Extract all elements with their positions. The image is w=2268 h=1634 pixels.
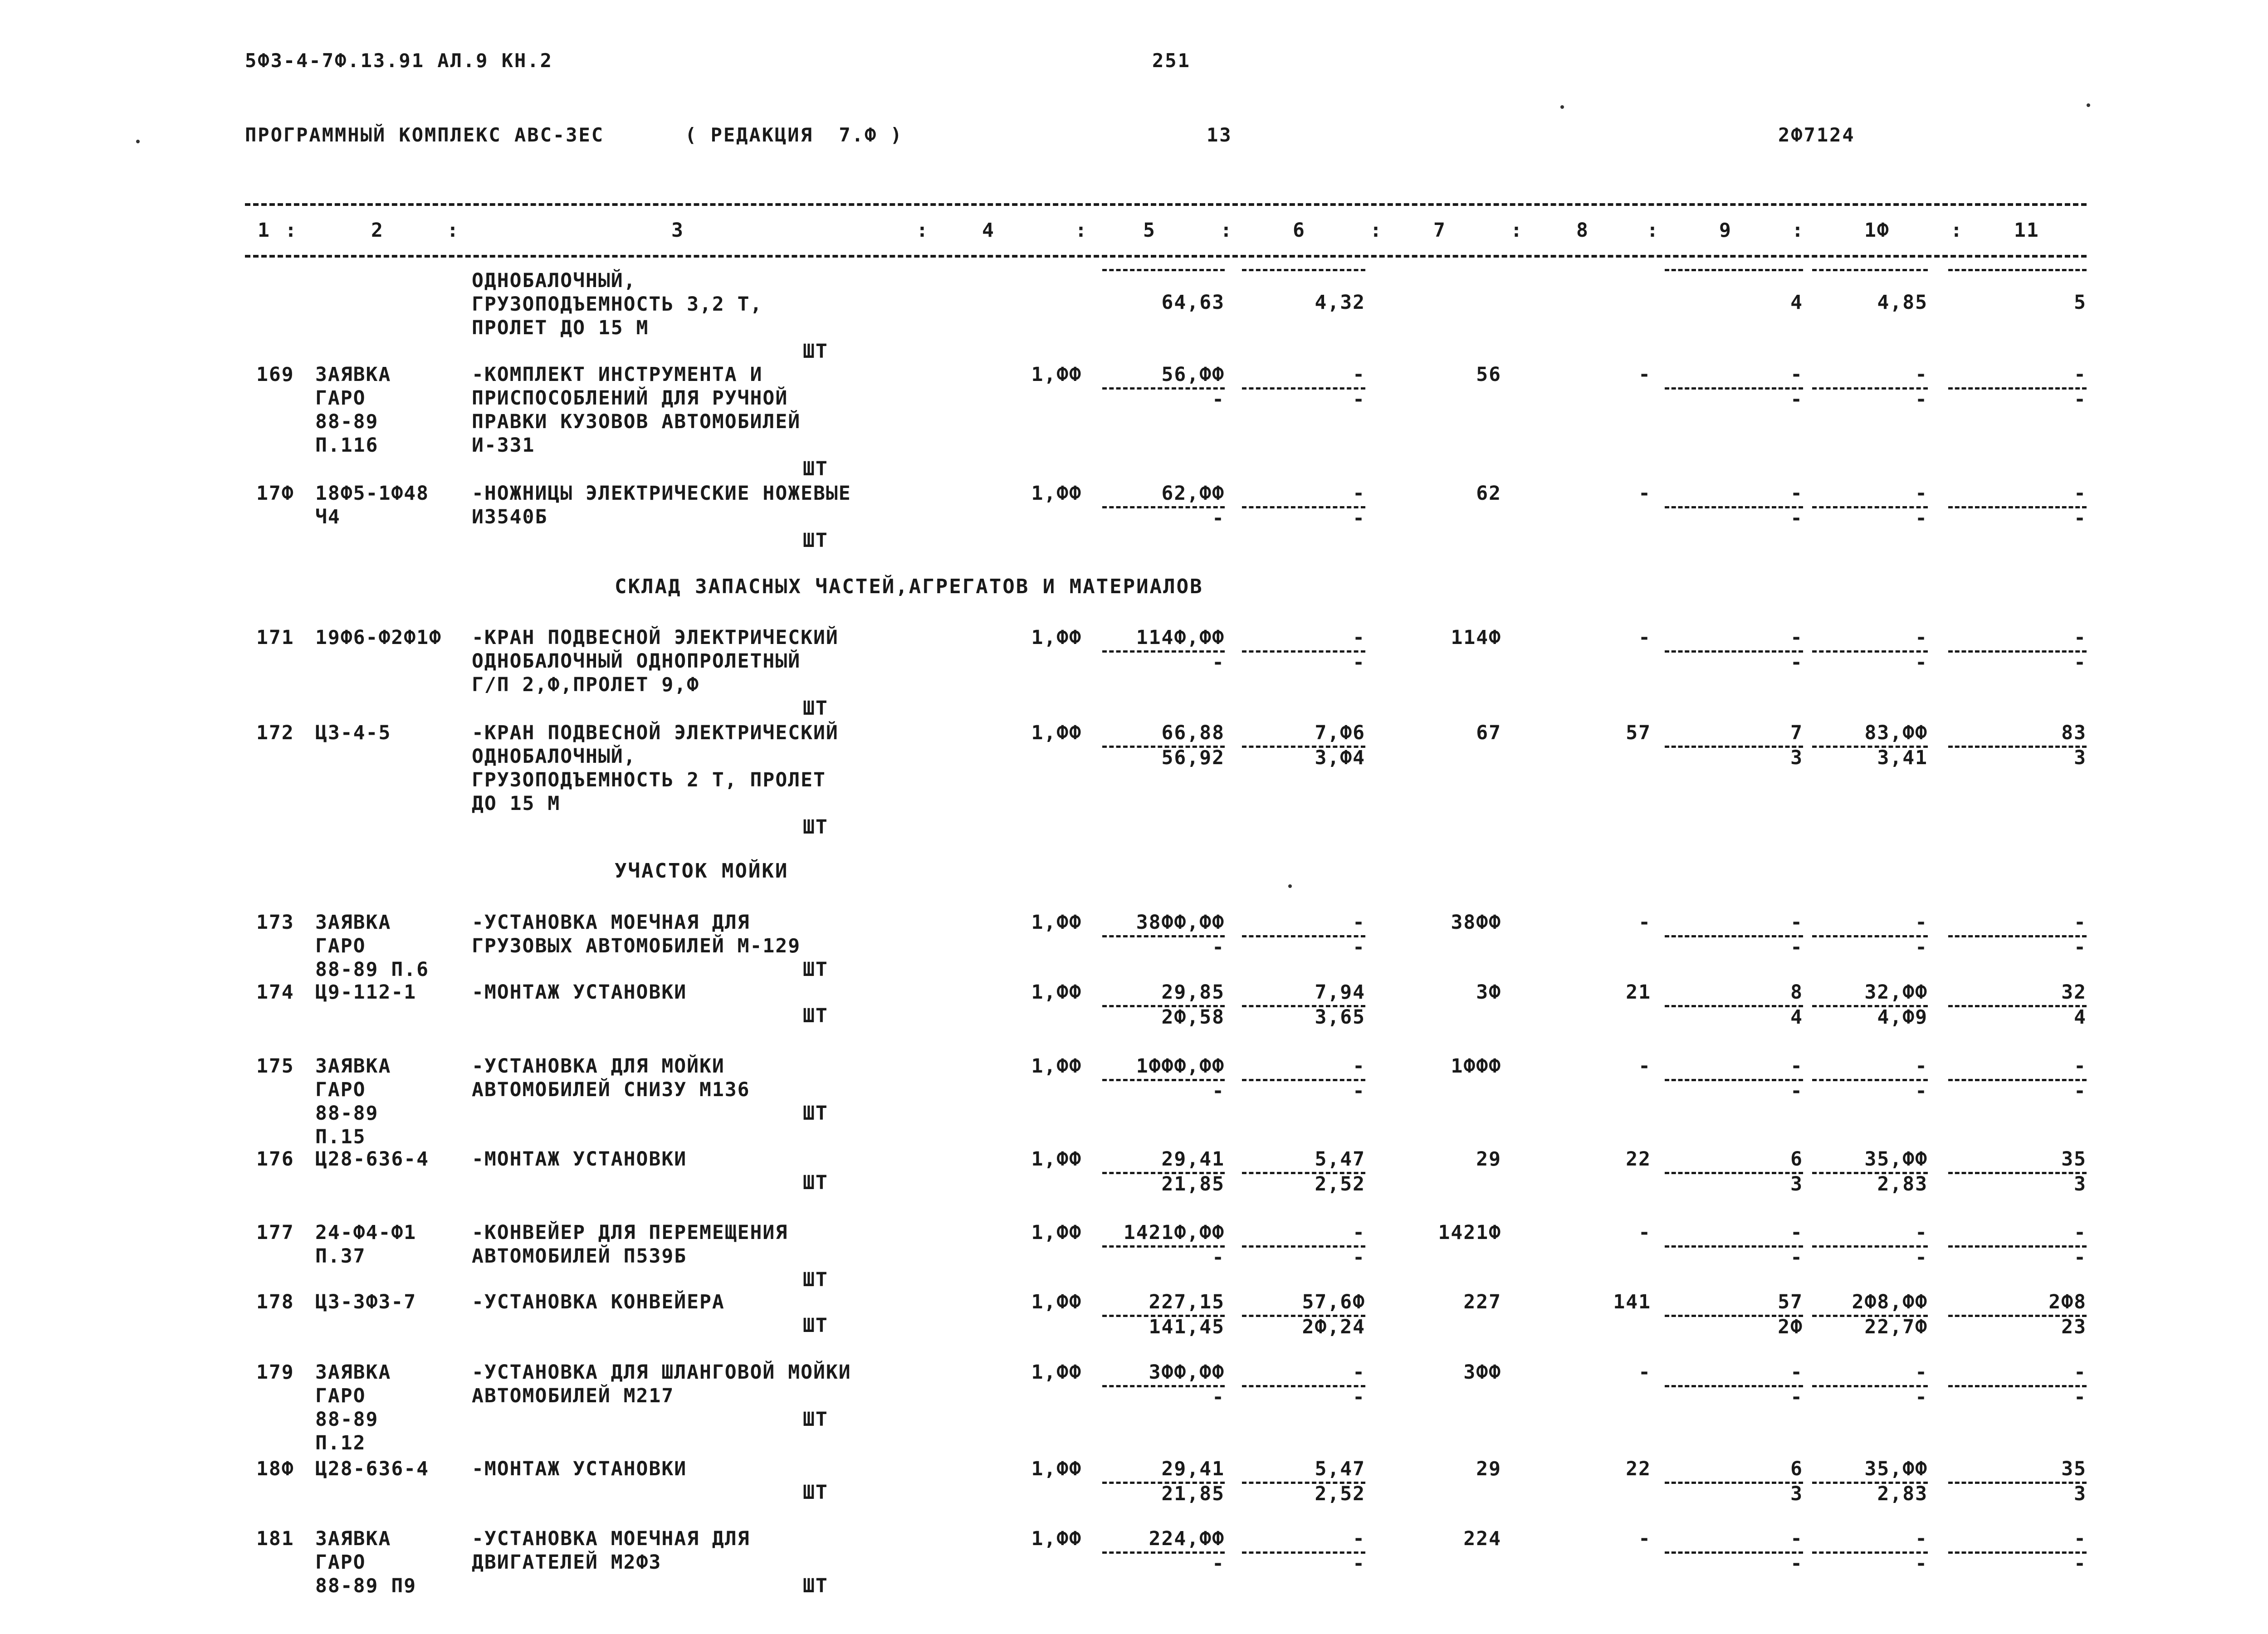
cost-col9-top: - bbox=[1790, 1055, 1803, 1078]
column-separator: : bbox=[285, 219, 298, 242]
cost-col11-bottom: 5 bbox=[2074, 291, 2087, 314]
row-quantity: 1,ФФ bbox=[1031, 911, 1082, 934]
row-reference: ЗАЯВКА bbox=[315, 1361, 391, 1384]
row-reference: 24-Ф4-Ф1 bbox=[315, 1221, 417, 1244]
cost-col6-top: - bbox=[1353, 363, 1365, 386]
cost-col11-bottom: - bbox=[2074, 1246, 2087, 1269]
row-description: ПРОЛЕТ ДО 15 М bbox=[472, 317, 649, 339]
cost-col9-top: - bbox=[1790, 1361, 1803, 1384]
cost-col9-bottom: 3 bbox=[1790, 1482, 1803, 1505]
row-number: 178 bbox=[256, 1291, 294, 1313]
column-number: 5 bbox=[1143, 219, 1156, 242]
row-number: 171 bbox=[256, 626, 294, 649]
row-reference: Ц3-4-5 bbox=[315, 722, 391, 744]
row-description: -КРАН ПОДВЕСНОЙ ЭЛЕКТРИЧЕСКИЙ bbox=[472, 722, 839, 744]
row-unit: ШТ bbox=[803, 1005, 828, 1027]
cost-col10-top: - bbox=[1915, 1527, 1928, 1550]
cost-col9-top: - bbox=[1790, 1527, 1803, 1550]
row-description: И3540Б bbox=[472, 506, 548, 528]
cost-col11-top: - bbox=[2074, 911, 2087, 934]
cost-col8: - bbox=[1638, 911, 1651, 934]
cost-col10-bottom: 2,83 bbox=[1877, 1172, 1928, 1195]
row-description: ОДНОБАЛОЧНЫЙ, bbox=[472, 745, 636, 768]
cost-col6-top: 5,47 bbox=[1315, 1148, 1365, 1171]
row-description: -МОНТАЖ УСТАНОВКИ bbox=[472, 981, 687, 1004]
cost-col9-top: 7 bbox=[1790, 722, 1803, 744]
cost-col10-bottom: - bbox=[1915, 1552, 1928, 1575]
row-reference: Ц28-636-4 bbox=[315, 1148, 429, 1171]
row-description: -УСТАНОВКА МОЕЧНАЯ ДЛЯ bbox=[472, 1527, 750, 1550]
cost-col10-bottom: 2,83 bbox=[1877, 1482, 1928, 1505]
cost-col9-top: - bbox=[1790, 363, 1803, 386]
row-reference: 88-89 П9 bbox=[315, 1575, 417, 1597]
row-unit: ШТ bbox=[803, 1268, 828, 1291]
cost-col6-bottom: - bbox=[1353, 1079, 1365, 1102]
row-reference: ГАРО bbox=[315, 1385, 366, 1407]
row-description: ПРИСПОСОБЛЕНИЙ ДЛЯ РУЧНОЙ bbox=[472, 387, 788, 410]
cost-col11-bottom: 3 bbox=[2074, 1482, 2087, 1505]
column-separator: : bbox=[447, 219, 459, 242]
cost-col9-bottom: - bbox=[1790, 1385, 1803, 1409]
column-separator: : bbox=[1075, 219, 1088, 242]
cost-col5-bottom: - bbox=[1212, 1552, 1225, 1575]
cost-col5-bottom: - bbox=[1212, 1385, 1225, 1409]
cost-col9-bottom: 4 bbox=[1790, 291, 1803, 314]
cost-col5-top: 29,41 bbox=[1161, 1458, 1225, 1480]
cost-col7: 114Ф bbox=[1451, 626, 1501, 649]
cost-col9-top: 6 bbox=[1790, 1458, 1803, 1480]
row-number: 18Ф bbox=[256, 1458, 294, 1480]
cost-col10-top: 35,ФФ bbox=[1864, 1458, 1928, 1480]
cost-col9-top: 8 bbox=[1790, 981, 1803, 1004]
row-unit: ШТ bbox=[803, 529, 828, 552]
cost-col7: 67 bbox=[1476, 722, 1501, 744]
cost-col11-top: 35 bbox=[2061, 1148, 2087, 1171]
column-number: 11 bbox=[2014, 219, 2039, 242]
column-number: 1 bbox=[258, 219, 270, 242]
cost-col5-bottom: 64,63 bbox=[1161, 291, 1225, 314]
cost-col6-top: - bbox=[1353, 911, 1365, 934]
program-edition: ( РЕДАКЦИЯ 7.Ф ) bbox=[685, 124, 903, 146]
cost-col9-top: - bbox=[1790, 626, 1803, 649]
row-reference: 88-89 bbox=[315, 1408, 379, 1431]
cost-col9-top: - bbox=[1790, 911, 1803, 934]
cost-col8: - bbox=[1638, 363, 1651, 386]
cost-col5-top: 227,15 bbox=[1149, 1291, 1225, 1313]
cost-col5-top: 66,88 bbox=[1161, 722, 1225, 744]
row-number: 177 bbox=[256, 1221, 294, 1244]
cost-col8: - bbox=[1638, 482, 1651, 505]
row-description: -КРАН ПОДВЕСНОЙ ЭЛЕКТРИЧЕСКИЙ bbox=[472, 626, 839, 649]
cost-col10-top: 32,ФФ bbox=[1864, 981, 1928, 1004]
row-unit: ШТ bbox=[803, 1171, 828, 1194]
cost-col5-bottom: - bbox=[1212, 1079, 1225, 1102]
row-description: -КОМПЛЕКТ ИНСТРУМЕНТА И bbox=[472, 363, 763, 386]
cost-col8: 57 bbox=[1626, 722, 1651, 744]
cost-col8: - bbox=[1638, 1221, 1651, 1244]
cost-col10-top: - bbox=[1915, 482, 1928, 505]
row-description: Г/П 2,Ф,ПРОЛЕТ 9,Ф bbox=[472, 673, 699, 696]
row-quantity: 1,ФФ bbox=[1031, 1361, 1082, 1384]
row-reference: П.15 bbox=[315, 1126, 366, 1148]
cost-col10-bottom: - bbox=[1915, 936, 1928, 959]
cost-col6-top: - bbox=[1353, 1221, 1365, 1244]
row-unit: ШТ bbox=[803, 958, 828, 981]
cost-col9-bottom: 3 bbox=[1790, 1172, 1803, 1195]
row-reference: 19Ф6-Ф2Ф1Ф bbox=[315, 626, 442, 649]
cost-col10-top: 35,ФФ bbox=[1864, 1148, 1928, 1171]
cost-col8: - bbox=[1638, 626, 1651, 649]
cost-col5-top: 62,ФФ bbox=[1161, 482, 1225, 505]
cost-col11-top: - bbox=[2074, 363, 2087, 386]
cost-col6-top: 5,47 bbox=[1315, 1458, 1365, 1480]
row-reference: Ц3-3Ф3-7 bbox=[315, 1291, 417, 1313]
cost-col11-bottom: 4 bbox=[2074, 1005, 2087, 1029]
row-reference: Ч4 bbox=[315, 506, 341, 528]
cost-col6-top: - bbox=[1353, 626, 1365, 649]
column-number: 1Ф bbox=[1864, 219, 1890, 242]
cost-col11-top: - bbox=[2074, 1221, 2087, 1244]
cost-col8: 141 bbox=[1613, 1291, 1651, 1313]
cost-col5-top: 38ФФ,ФФ bbox=[1136, 911, 1225, 934]
row-quantity: 1,ФФ bbox=[1031, 626, 1082, 649]
column-separator: : bbox=[1220, 219, 1233, 242]
row-reference: ГАРО bbox=[315, 1551, 366, 1574]
row-description: ГРУЗОВЫХ АВТОМОБИЛЕЙ М-129 bbox=[472, 935, 801, 957]
cost-col5-top: 29,85 bbox=[1161, 981, 1225, 1004]
cost-col10-bottom: 4,85 bbox=[1877, 291, 1928, 314]
row-unit: ШТ bbox=[803, 816, 828, 839]
cost-col11-bottom: - bbox=[2074, 1385, 2087, 1409]
cost-col6-bottom: - bbox=[1353, 1552, 1365, 1575]
cost-col6-bottom: 2,52 bbox=[1315, 1482, 1365, 1505]
cost-col6-bottom: 4,32 bbox=[1315, 291, 1365, 314]
cost-col5-bottom: - bbox=[1212, 388, 1225, 411]
row-description: ОДНОБАЛОЧНЫЙ ОДНОПРОЛЕТНЫЙ bbox=[472, 650, 801, 673]
program-name: ПРОГРАММНЫЙ КОМПЛЕКС АВС-3ЕС bbox=[245, 124, 605, 146]
cost-col10-bottom: - bbox=[1915, 1385, 1928, 1409]
column-number: 4 bbox=[982, 219, 995, 242]
cost-col6-bottom: 2Ф,24 bbox=[1302, 1315, 1365, 1338]
column-separator: : bbox=[1370, 219, 1383, 242]
cost-col5-bottom: 21,85 bbox=[1161, 1172, 1225, 1195]
row-reference: ГАРО bbox=[315, 1078, 366, 1101]
row-unit: ШТ bbox=[803, 697, 828, 720]
row-quantity: 1,ФФ bbox=[1031, 722, 1082, 744]
cost-col8: 22 bbox=[1626, 1148, 1651, 1171]
cost-col5-top: 1ФФФ,ФФ bbox=[1136, 1055, 1225, 1078]
cost-col11-top: 32 bbox=[2061, 981, 2087, 1004]
scan-speck bbox=[1560, 105, 1564, 109]
cost-col5-bottom: 21,85 bbox=[1161, 1482, 1225, 1505]
cost-col9-bottom: 4 bbox=[1790, 1005, 1803, 1029]
cost-col11-bottom: 3 bbox=[2074, 746, 2087, 769]
cost-col11-top: - bbox=[2074, 1055, 2087, 1078]
row-reference: 88-89 bbox=[315, 1102, 379, 1125]
row-reference: 18Ф5-1Ф48 bbox=[315, 482, 429, 505]
row-quantity: 1,ФФ bbox=[1031, 1221, 1082, 1244]
row-unit: ШТ bbox=[803, 1408, 828, 1431]
column-separator: : bbox=[1647, 219, 1659, 242]
document-code: 5Ф3-4-7Ф.13.91 АЛ.9 КН.2 bbox=[245, 49, 553, 72]
cost-col6-top: 57,6Ф bbox=[1302, 1291, 1365, 1313]
cost-col7: 3ФФ bbox=[1463, 1361, 1501, 1384]
cost-col6-bottom: - bbox=[1353, 1246, 1365, 1269]
cost-col9-bottom: 2Ф bbox=[1778, 1315, 1803, 1338]
row-reference: П.37 bbox=[315, 1245, 366, 1268]
cost-col5-bottom: - bbox=[1212, 507, 1225, 530]
row-quantity: 1,ФФ bbox=[1031, 482, 1082, 505]
document-id: 2Ф7124 bbox=[1778, 124, 1855, 146]
row-unit: ШТ bbox=[803, 1481, 828, 1504]
cost-col10-bottom: - bbox=[1915, 388, 1928, 411]
table-header-rule bbox=[245, 255, 2087, 258]
scan-speck bbox=[1288, 884, 1292, 888]
cost-col10-top: - bbox=[1915, 626, 1928, 649]
cost-col7: 224 bbox=[1463, 1527, 1501, 1550]
cost-col11-bottom: - bbox=[2074, 507, 2087, 530]
cost-col5-bottom: 56,92 bbox=[1161, 746, 1225, 769]
cost-col7: 56 bbox=[1476, 363, 1501, 386]
cost-col11-bottom: - bbox=[2074, 1079, 2087, 1102]
cost-col11-bottom: - bbox=[2074, 936, 2087, 959]
row-unit: ШТ bbox=[803, 340, 828, 363]
row-description: -УСТАНОВКА ДЛЯ ШЛАНГОВОЙ МОЙКИ bbox=[472, 1361, 851, 1384]
row-number: 174 bbox=[256, 981, 294, 1004]
row-quantity: 1,ФФ bbox=[1031, 363, 1082, 386]
cost-col9-bottom: - bbox=[1790, 507, 1803, 530]
cost-col8: - bbox=[1638, 1055, 1651, 1078]
cost-col5-bottom: 141,45 bbox=[1149, 1315, 1225, 1338]
row-unit: ШТ bbox=[803, 458, 828, 480]
cost-col5-bottom: - bbox=[1212, 651, 1225, 674]
cost-col6-top: 7,Ф6 bbox=[1315, 722, 1365, 744]
row-description: -МОНТАЖ УСТАНОВКИ bbox=[472, 1458, 687, 1480]
row-description: АВТОМОБИЛЕЙ СНИЗУ М136 bbox=[472, 1078, 750, 1101]
cost-col5-top: 1421Ф,ФФ bbox=[1123, 1221, 1225, 1244]
row-quantity: 1,ФФ bbox=[1031, 1055, 1082, 1078]
row-description: -УСТАНОВКА КОНВЕЙЕРА bbox=[472, 1291, 725, 1313]
cost-col11-bottom: 23 bbox=[2061, 1315, 2087, 1338]
cost-col5-top: 114Ф,ФФ bbox=[1136, 626, 1225, 649]
row-description: ДО 15 М bbox=[472, 792, 561, 815]
row-number: 17Ф bbox=[256, 482, 294, 505]
row-reference: 88-89 bbox=[315, 410, 379, 433]
cost-col8: 22 bbox=[1626, 1458, 1651, 1480]
row-number: 172 bbox=[256, 722, 294, 744]
cost-col8: - bbox=[1638, 1527, 1651, 1550]
cost-col10-top: - bbox=[1915, 1055, 1928, 1078]
row-reference: ГАРО bbox=[315, 387, 366, 410]
cost-col8: 21 bbox=[1626, 981, 1651, 1004]
column-separator: : bbox=[1510, 219, 1523, 242]
row-description: АВТОМОБИЛЕЙ П539Б bbox=[472, 1245, 687, 1268]
cost-col6-bottom: - bbox=[1353, 1385, 1365, 1409]
cell-divider bbox=[1665, 269, 1803, 271]
row-description: -КОНВЕЙЕР ДЛЯ ПЕРЕМЕЩЕНИЯ bbox=[472, 1221, 788, 1244]
cost-col10-bottom: - bbox=[1915, 651, 1928, 674]
cost-col9-bottom: - bbox=[1790, 651, 1803, 674]
cost-col7: 1ФФФ bbox=[1451, 1055, 1501, 1078]
cost-col5-top: 29,41 bbox=[1161, 1148, 1225, 1171]
row-quantity: 1,ФФ bbox=[1031, 1148, 1082, 1171]
row-reference: 88-89 П.6 bbox=[315, 958, 429, 981]
row-reference: Ц9-112-1 bbox=[315, 981, 417, 1004]
cost-col7: 227 bbox=[1463, 1291, 1501, 1313]
cost-col5-top: 224,ФФ bbox=[1149, 1527, 1225, 1550]
cost-col10-bottom: 3,41 bbox=[1877, 746, 1928, 769]
row-description: -НОЖНИЦЫ ЭЛЕКТРИЧЕСКИЕ НОЖЕВЫЕ bbox=[472, 482, 851, 505]
row-unit: ШТ bbox=[803, 1314, 828, 1337]
row-description: -УСТАНОВКА ДЛЯ МОЙКИ bbox=[472, 1055, 725, 1078]
cost-col11-bottom: - bbox=[2074, 1552, 2087, 1575]
column-number: 7 bbox=[1433, 219, 1446, 242]
cost-col7: 38ФФ bbox=[1451, 911, 1501, 934]
cost-col10-bottom: - bbox=[1915, 507, 1928, 530]
table-top-rule bbox=[245, 203, 2087, 206]
cost-col9-bottom: - bbox=[1790, 936, 1803, 959]
cost-col11-top: 35 bbox=[2061, 1458, 2087, 1480]
cost-col10-bottom: - bbox=[1915, 1246, 1928, 1269]
cost-col10-top: 83,ФФ bbox=[1864, 722, 1928, 744]
cost-col6-bottom: - bbox=[1353, 936, 1365, 959]
cost-col9-bottom: - bbox=[1790, 1079, 1803, 1102]
cost-col6-top: - bbox=[1353, 482, 1365, 505]
cost-col9-bottom: - bbox=[1790, 1552, 1803, 1575]
cost-col6-top: 7,94 bbox=[1315, 981, 1365, 1004]
row-reference: Ц28-636-4 bbox=[315, 1458, 429, 1480]
cost-col6-bottom: 2,52 bbox=[1315, 1172, 1365, 1195]
cost-col10-top: - bbox=[1915, 1221, 1928, 1244]
scan-speck bbox=[136, 140, 140, 143]
cost-col5-top: 56,ФФ bbox=[1161, 363, 1225, 386]
cost-col5-top: 3ФФ,ФФ bbox=[1149, 1361, 1225, 1384]
column-number: 3 bbox=[671, 219, 684, 242]
row-quantity: 1,ФФ bbox=[1031, 1527, 1082, 1550]
row-description: -МОНТАЖ УСТАНОВКИ bbox=[472, 1148, 687, 1171]
cost-col7: 62 bbox=[1476, 482, 1501, 505]
row-reference: П.116 bbox=[315, 434, 379, 457]
section-title-warehouse: СКЛАД ЗАПАСНЫХ ЧАСТЕЙ,АГРЕГАТОВ И МАТЕРИАЛОВ bbox=[615, 575, 1203, 598]
cost-col6-top: - bbox=[1353, 1055, 1365, 1078]
column-separator: : bbox=[916, 219, 929, 242]
row-description: И-331 bbox=[472, 434, 535, 457]
row-reference: ЗАЯВКА bbox=[315, 911, 391, 934]
row-description: -УСТАНОВКА МОЕЧНАЯ ДЛЯ bbox=[472, 911, 750, 934]
cost-col10-bottom: 4,Ф9 bbox=[1877, 1005, 1928, 1029]
row-quantity: 1,ФФ bbox=[1031, 981, 1082, 1004]
column-separator: : bbox=[1950, 219, 1963, 242]
row-number: 169 bbox=[256, 363, 294, 386]
cell-divider bbox=[1812, 269, 1928, 271]
cost-col6-bottom: - bbox=[1353, 388, 1365, 411]
row-description: ОДНОБАЛОЧНЫЙ, bbox=[472, 269, 636, 292]
cost-col10-top: 2Ф8,ФФ bbox=[1852, 1291, 1928, 1313]
row-description: ПРАВКИ КУЗОВОВ АВТОМОБИЛЕЙ bbox=[472, 410, 801, 433]
cost-col10-top: - bbox=[1915, 363, 1928, 386]
row-description: ГРУЗОПОДЪЕМНОСТЬ 2 Т, ПРОЛЕТ bbox=[472, 769, 826, 791]
row-reference: ЗАЯВКА bbox=[315, 363, 391, 386]
cost-col6-bottom: 3,Ф4 bbox=[1315, 746, 1365, 769]
scan-speck bbox=[2087, 103, 2090, 107]
cost-col11-top: 83 bbox=[2061, 722, 2087, 744]
row-quantity: 1,ФФ bbox=[1031, 1458, 1082, 1480]
row-unit: ШТ bbox=[803, 1575, 828, 1597]
row-reference: ЗАЯВКА bbox=[315, 1055, 391, 1078]
row-number: 181 bbox=[256, 1527, 294, 1550]
row-reference: П.12 bbox=[315, 1432, 366, 1454]
column-number: 2 bbox=[371, 219, 384, 242]
row-number: 175 bbox=[256, 1055, 294, 1078]
cost-col6-bottom: 3,65 bbox=[1315, 1005, 1365, 1029]
cell-divider bbox=[1242, 269, 1365, 271]
row-number: 176 bbox=[256, 1148, 294, 1171]
row-description: ДВИГАТЕЛЕЙ М2Ф3 bbox=[472, 1551, 662, 1574]
row-quantity: 1,ФФ bbox=[1031, 1291, 1082, 1313]
cost-col5-bottom: 2Ф,58 bbox=[1161, 1005, 1225, 1029]
cost-col9-top: - bbox=[1790, 1221, 1803, 1244]
cost-col9-top: 6 bbox=[1790, 1148, 1803, 1171]
cost-col7: 1421Ф bbox=[1438, 1221, 1501, 1244]
row-number: 179 bbox=[256, 1361, 294, 1384]
column-number: 9 bbox=[1719, 219, 1732, 242]
row-reference: ЗАЯВКА bbox=[315, 1527, 391, 1550]
cost-col7: 3Ф bbox=[1476, 981, 1501, 1004]
cost-col6-bottom: - bbox=[1353, 651, 1365, 674]
cost-col10-bottom: 22,7Ф bbox=[1864, 1315, 1928, 1338]
sheet-number: 13 bbox=[1207, 124, 1232, 146]
cost-col9-bottom: 3 bbox=[1790, 746, 1803, 769]
cost-col6-top: - bbox=[1353, 1361, 1365, 1384]
row-reference: ГАРО bbox=[315, 935, 366, 957]
cost-col11-bottom: - bbox=[2074, 651, 2087, 674]
column-separator: : bbox=[1792, 219, 1804, 242]
section-title-washing: УЧАСТОК МОЙКИ bbox=[615, 859, 789, 883]
cost-col5-bottom: - bbox=[1212, 1246, 1225, 1269]
cost-col9-bottom: - bbox=[1790, 1246, 1803, 1269]
page-number: 251 bbox=[1152, 49, 1191, 72]
column-number: 6 bbox=[1293, 219, 1305, 242]
cost-col11-top: - bbox=[2074, 1527, 2087, 1550]
cost-col8: - bbox=[1638, 1361, 1651, 1384]
cell-divider bbox=[1948, 269, 2087, 271]
cost-col6-bottom: - bbox=[1353, 507, 1365, 530]
cost-col11-top: - bbox=[2074, 626, 2087, 649]
row-unit: ШТ bbox=[803, 1102, 828, 1125]
cost-col10-top: - bbox=[1915, 911, 1928, 934]
cost-col11-top: 2Ф8 bbox=[2048, 1291, 2087, 1313]
cost-col11-top: - bbox=[2074, 482, 2087, 505]
cost-col6-top: - bbox=[1353, 1527, 1365, 1550]
row-number: 173 bbox=[256, 911, 294, 934]
row-description: ГРУЗОПОДЪЕМНОСТЬ 3,2 Т, bbox=[472, 293, 763, 316]
cost-col10-bottom: - bbox=[1915, 1079, 1928, 1102]
cost-col7: 29 bbox=[1476, 1458, 1501, 1480]
row-description: АВТОМОБИЛЕЙ М217 bbox=[472, 1385, 675, 1407]
cell-divider bbox=[1102, 269, 1225, 271]
cost-col11-bottom: 3 bbox=[2074, 1172, 2087, 1195]
column-number: 8 bbox=[1576, 219, 1589, 242]
cost-col5-bottom: - bbox=[1212, 936, 1225, 959]
cost-col11-top: - bbox=[2074, 1361, 2087, 1384]
cost-col10-top: - bbox=[1915, 1361, 1928, 1384]
cost-col7: 29 bbox=[1476, 1148, 1501, 1171]
cost-col9-top: - bbox=[1790, 482, 1803, 505]
cost-col9-bottom: - bbox=[1790, 388, 1803, 411]
cost-col11-bottom: - bbox=[2074, 388, 2087, 411]
cost-col9-top: 57 bbox=[1778, 1291, 1803, 1313]
